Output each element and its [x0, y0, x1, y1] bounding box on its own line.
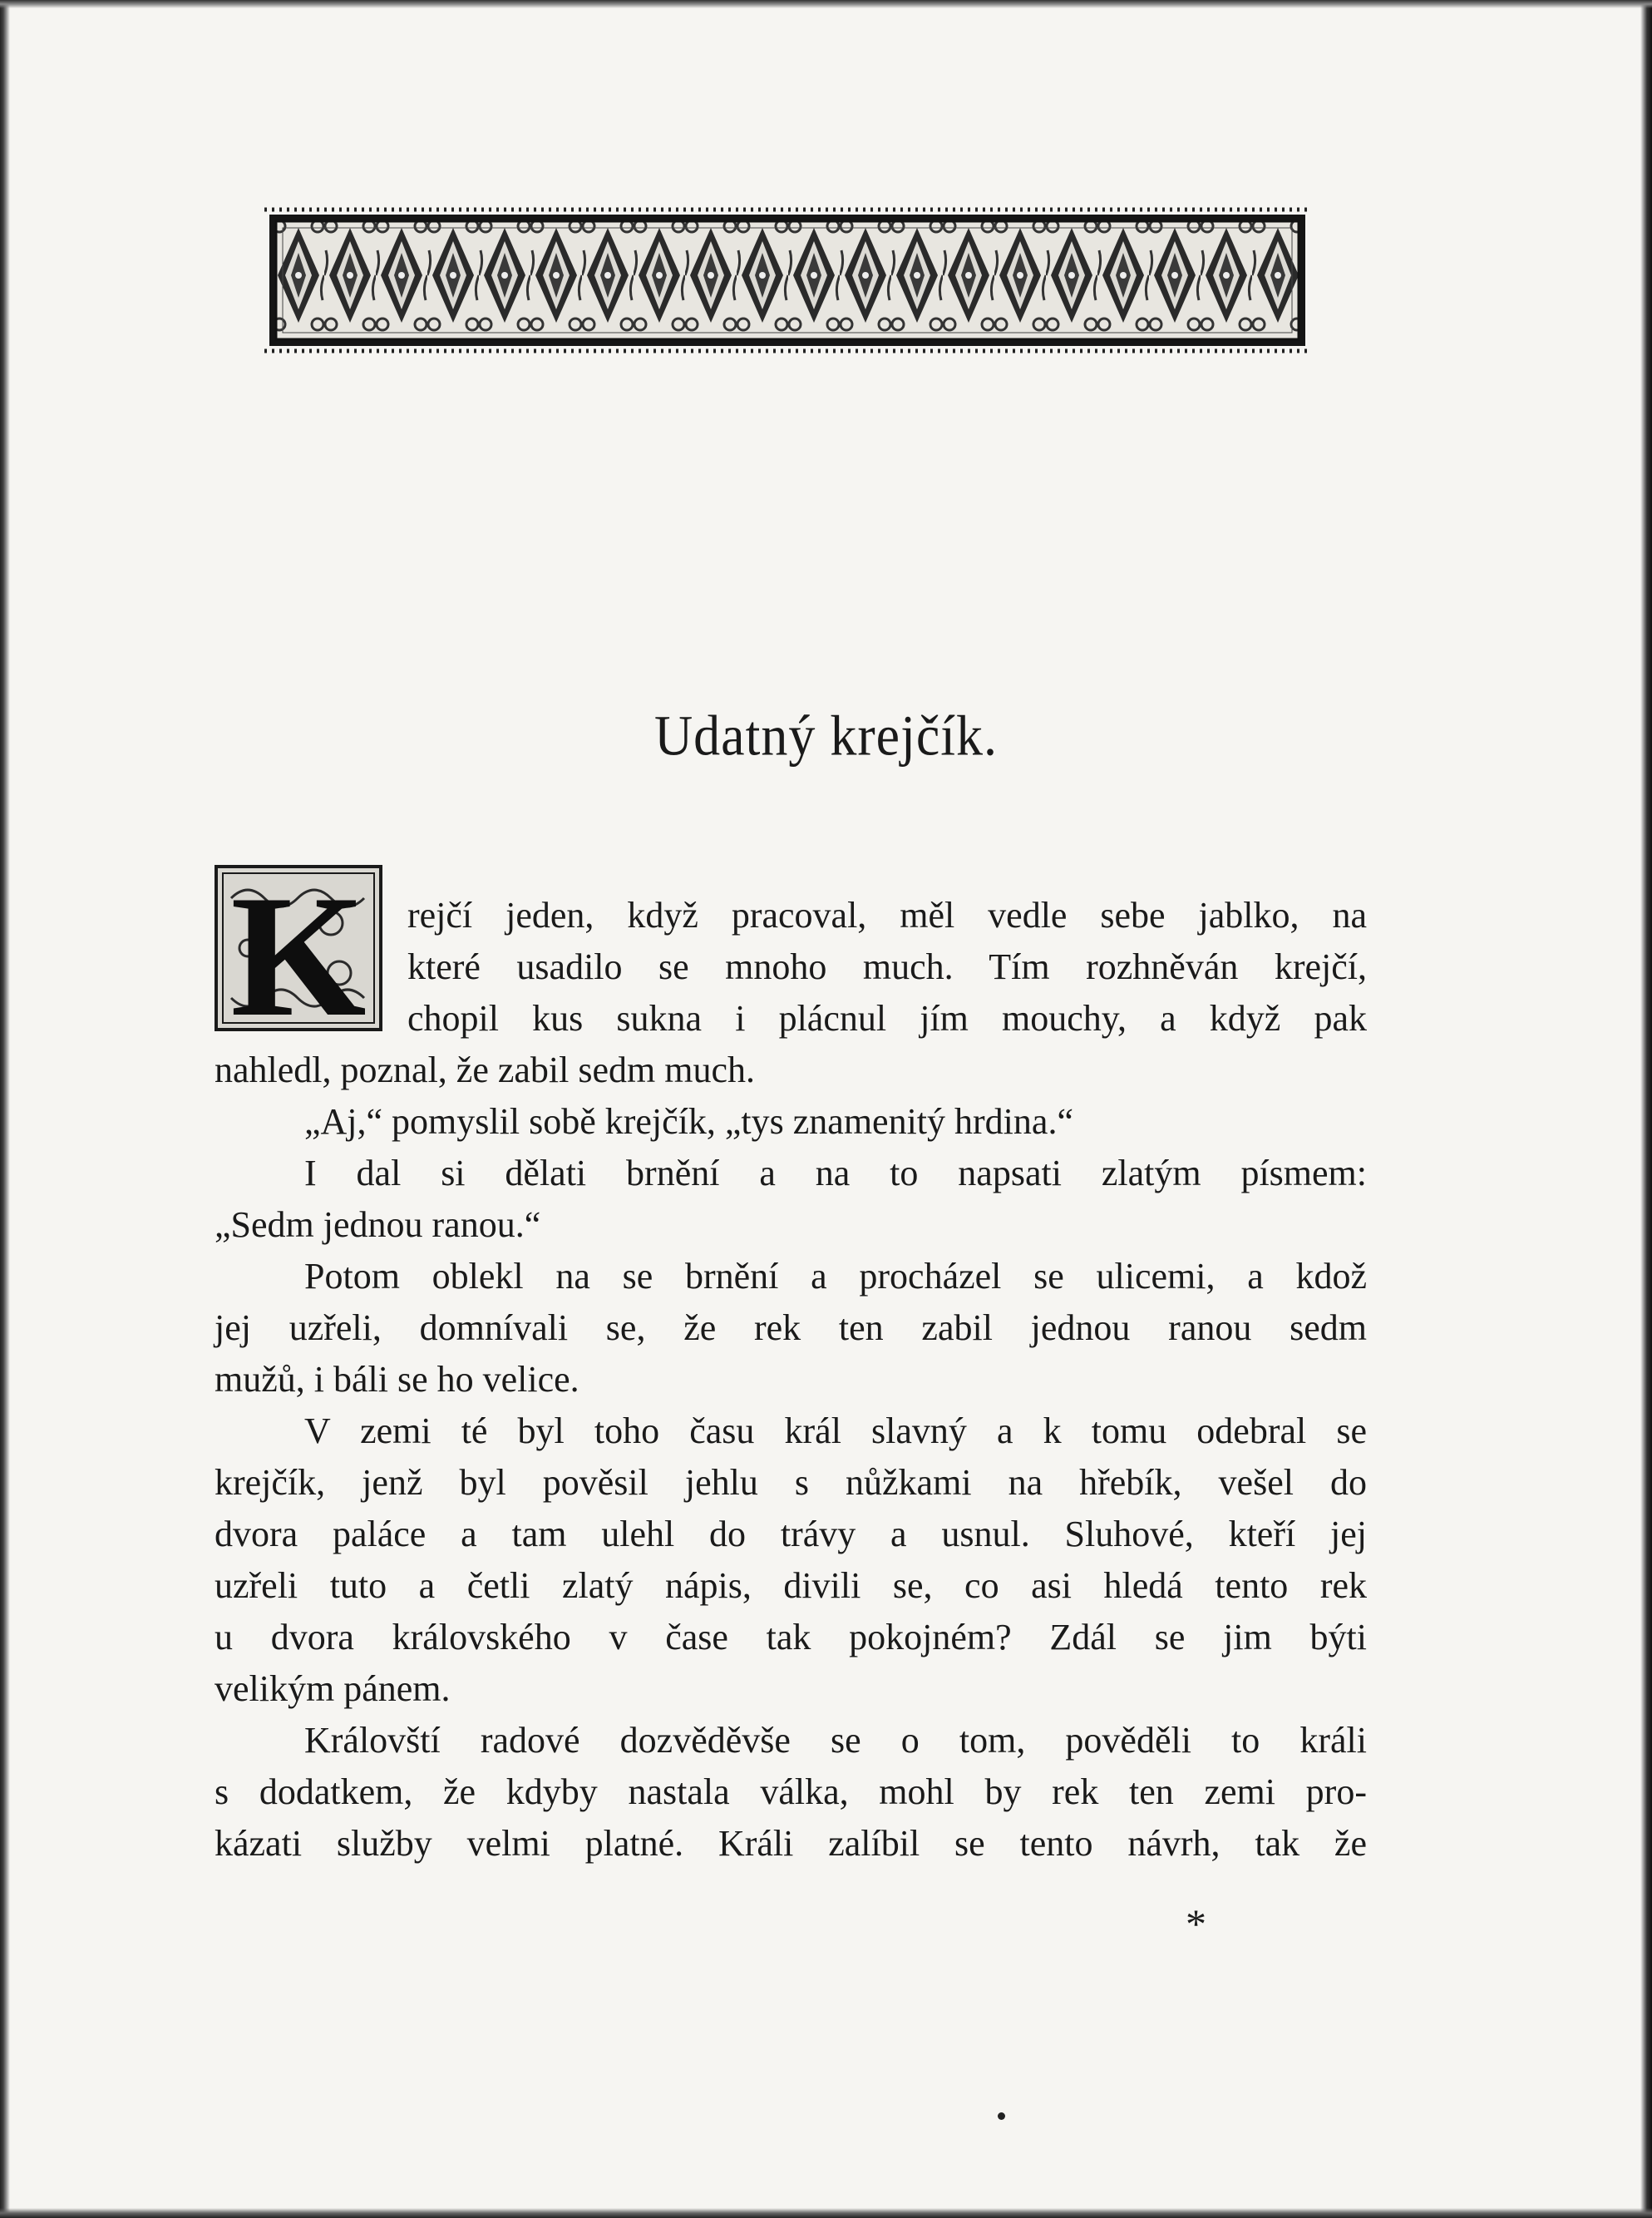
text-line: uzřeli tuto a četli zlatý nápis, divili se, co asi hledá tento rek	[215, 1565, 1367, 1606]
page-edge-right	[1640, 0, 1652, 2218]
page-edge-bottom	[0, 2208, 1652, 2218]
text-line: dvora paláce a tam ulehl do trávy a usnul. Sluhové, kteří jej	[215, 1514, 1367, 1554]
text-line: rejčí jeden, když pracoval, měl vedle sebe jablko, na	[407, 895, 1367, 936]
text-line: I dal si dělati brnění a na to napsati zlatým písmem:	[304, 1153, 1367, 1193]
text-line: „Aj,“ pomyslil sobě krejčík, „tys znamenitý hrdina.“	[304, 1101, 1073, 1142]
text-line: mužů, i báli se ho velice.	[215, 1359, 579, 1400]
text-line: s dodatkem, že kdyby nastala válka, mohl by rek ten zemi pro-	[215, 1771, 1367, 1812]
drop-cap-letter: K	[230, 865, 367, 1031]
text-line: u dvora královského v čase tak pokojném? Zdál se jim býti	[215, 1617, 1367, 1657]
text-line: Královští radové dozvěděvše se o tom, pověděli to králi	[304, 1720, 1367, 1761]
text-line: které usadilo se mnoho much. Tím rozhněván krejčí,	[407, 946, 1367, 987]
page-edge-top	[0, 0, 1652, 8]
page-edge-left	[0, 0, 10, 2218]
text-line: nahledl, poznal, že zabil sedm much.	[215, 1050, 755, 1090]
ornamental-headpiece	[264, 205, 1310, 356]
body-text	[215, 890, 1367, 1870]
text-line: Potom oblekl na se brnění a procházel se ulicemi, a kdož	[304, 1256, 1367, 1297]
text-line: „Sedm jednou ranou.“	[215, 1204, 541, 1245]
text-line: jej uzřeli, domnívali se, že rek ten zabil jednou ranou sedm	[215, 1307, 1367, 1348]
text-line: V zemi té byl toho času král slavný a k tomu odebral se	[304, 1410, 1367, 1451]
page-speck	[998, 2112, 1005, 2120]
text-line: kázati služby velmi platné. Králi zalíbil se tento návrh, tak že	[215, 1823, 1367, 1864]
chapter-title: Udatný krejčík.	[653, 704, 999, 768]
text-line: krejčík, jenž byl pověsil jehlu s nůžkami na hřebík, vešel do	[215, 1462, 1367, 1503]
signature-mark: *	[1186, 1900, 1206, 1947]
text-line: velikým pánem.	[215, 1668, 451, 1709]
text-line: chopil kus sukna i plácnul jím mouchy, a když pak	[407, 998, 1367, 1039]
